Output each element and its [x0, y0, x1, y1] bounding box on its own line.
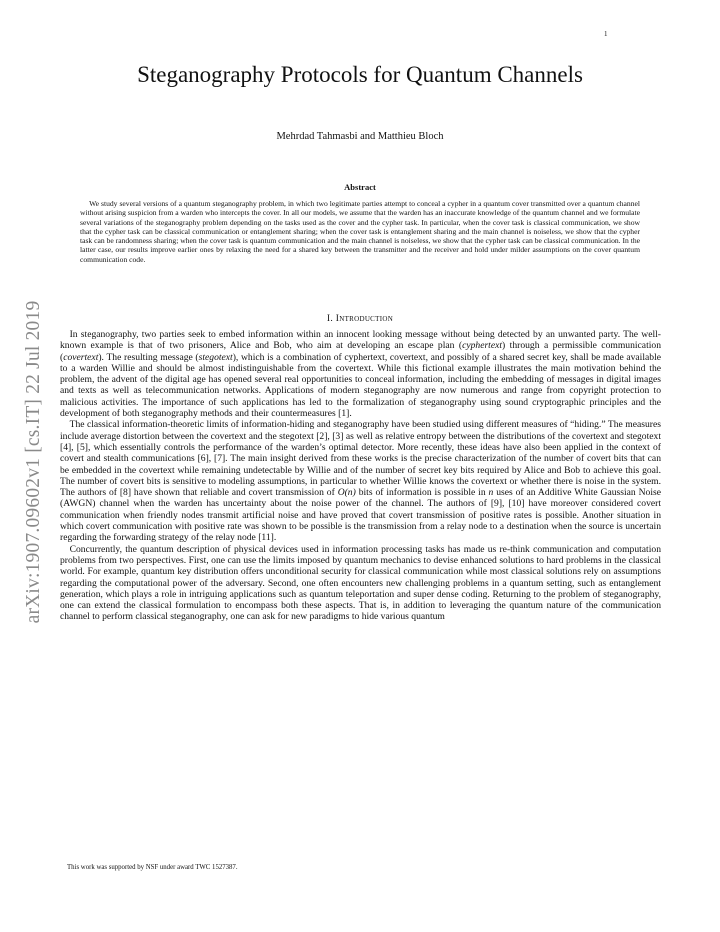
author-list: Mehrdad Tahmasbi and Matthieu Bloch	[276, 131, 444, 142]
term-covertext: covertext	[63, 351, 99, 363]
page-number: 1	[604, 30, 608, 38]
abstract-text: We study several versions of a quantum steganography problem, in which two legitimate parties attempt to conceal a cypher in a quantum cover transmitted over a quantum channel without arising suspicion from a warden who intercepts the cover. In all our models, we assume that the warden has an inaccurate knowledge of the quantum channel and we formulate several variations of the steganography problem depending on the tasks used as the cover and the cypher task. In particular, when the cover task is classical communication, we show that the cypher task can be classical communication or entanglement sharing; when the cover task is entanglement sharing and the main channel is noiseless, we show that the cypher task can be randomness sharing; when the cover task is quantum communication and the main channel is noiseless, we show that the cypher task can be classical communication. In the latter case, our results improve earlier ones by relaxing the need for a shared key between the transmitter and the receiver and hold under milder assumptions on the cover quantum communication code.	[80, 199, 640, 264]
section-heading-introduction	[100, 314, 620, 324]
term-stegotext: stegotext	[198, 351, 233, 363]
introduction-body	[60, 329, 661, 623]
paper-title: Steganography Protocols for Quantum Channels	[137, 62, 583, 87]
funding-footnote: This work was supported by NSF under award TWC 1527387.	[67, 864, 238, 871]
math-n: n	[488, 487, 494, 499]
arxiv-identifier-stamp[interactable]: arXiv:1907.09602v1 [cs.IT] 22 Jul 2019	[23, 300, 44, 624]
abstract-heading: Abstract	[344, 182, 376, 192]
math-big-o-n: O(n)	[337, 487, 356, 499]
section-number: I.	[326, 314, 334, 324]
intro-paragraph-2: The classical information-theoretic limits of information-hiding and steganography have been studied using different measures of “hiding.” The measures include average distortion between the covertext and the stegotext [2], [3] as well as relative entropy between the distributions of the covertext and stegotext [4], [5], which essentially controls the performance of the warden’s optimal detector. More recently, these ideas have also been applied in the context of covert and stealth communications [6], [7]. The main insight derived from these works is the precise characterization of the number of covert bits that can be embedded in the covertext while remaining undetectable by Willie and of the number of secret key bits required by Alice and Bob to achieve this goal. The number of covert bits is sensitive to modeling assumptions, in particular to whether Willie knows the covertext or whether there is noise in the system. The authors of [8] have shown that reliable and covert transmission of O(n) bits of information is possible in n uses of an Additive White Gaussian Noise (AWGN) channel when the warden has uncertainty about the noise power of the channel. The authors of [9], [10] have moreover considered covert communication when friendly nodes transmit artificial noise and have proved that covert transmission of positive rates is possible. Another situation in which covert communication with positive rate was shown to be possible is the transmission from a relay node to a destination when the source is uncertain regarding the forwarding strategy of the relay node [11].	[60, 419, 661, 544]
intro-paragraph-1: In steganography, two parties seek to embed information within an innocent looking message without being detected by an unwanted party. The well-known example is that of two prisoners, Alice and Bob, who aim at developing an escape plan (cyphertext) through a permissible communication (covertext). The resulting message (stegotext), which is a combination of cyphertext, covertext, and possibly of a shared secret key, shall be made available to a warden Willie and should be almost indistinguishable from the covertext. While this fictional example illustrates the main motivation behind the problem, the advent of the digital age has opened several real opportunities to conceal information, including the embedding of messages in digital images and texts as well as telecommunication networks. Applications of modern steganography are now numerous and range from copyright protection to malicious activities. The importance of such applications has led to the formalization of steganography using sound cryptographic principles and the development of both steganography methods and their countermeasures [1].	[60, 329, 661, 420]
section-title: Introduction	[335, 314, 394, 324]
intro-paragraph-3: Concurrently, the quantum description of physical devices used in information processing tasks has made us re-think communication and computation problems from two perspectives. First, one can use the limits imposed by quantum mechanics to devise enhanced solutions to hard problems in the classical world. For example, quantum key distribution offers unconditional security for classical communication while most classical solutions rely on assumptions regarding the computational power of the adversary. Second, one often encounters new challenging problems in a quantum setting, such as entanglement generation, which plays a role in intriguing applications such as quantum teleportation and super dense coding. Returning to the problem of steganography, one can extend the classical formulation to encompass both these aspects. That is, in addition to leveraging the quantum nature of the communication channel to perform classical steganography, one can ask for new paradigms to hide various quantum	[60, 543, 661, 623]
term-cyphertext: cyphertext	[462, 340, 503, 352]
